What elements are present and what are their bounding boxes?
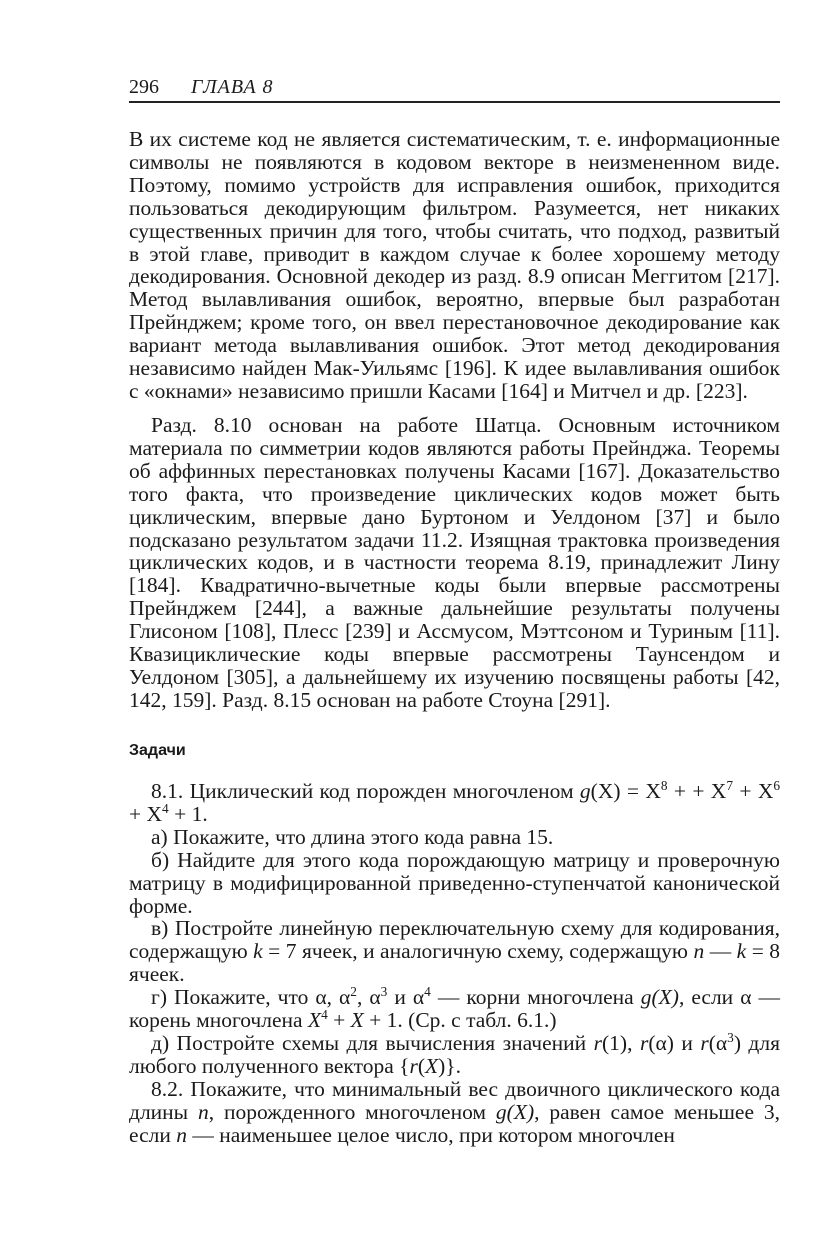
text: = 7 ячеек, и аналогичную схему, содержащую bbox=[262, 939, 688, 964]
math: + bbox=[667, 779, 686, 803]
math: (X) = X bbox=[590, 779, 661, 803]
math-gx: g(X) bbox=[495, 1099, 535, 1124]
problem-8-1-d bbox=[129, 1029, 780, 1078]
math: + X bbox=[692, 779, 727, 803]
paragraph-1: В их системе код не является систематическим, т. е. информационные символы не появляются в кодовом векторе в неизмененном виде. Поэтому, помимо устройств для исправления ошибок, приходится пользоваться декодирующим фильтром. Разумеется, нет никаких существенных причин для того, чтобы считать, что подход, развитый в этой главе, приводит в каждом случае к более хорошему методу декодирования. Основной декодер из разд. 8.9 описан Меггитом [217]. Метод вылавливания ошибок, вероятно, впервые был разработан Прейнджем; кроме того, он ввел перестановочное декодирование как вариант метода вылавливания ошибок. Этот метод декодирования независимо найден Мак-Уильямс [196]. К идее вылавливания ошибок с «окнами» независимо пришли Касами [164] и Митчел и др. [223]. bbox=[129, 127, 780, 403]
text: , равен самое меньшее 3, если bbox=[129, 1099, 780, 1147]
math-exponent: 4 bbox=[424, 984, 431, 1000]
math-exponent: 2 bbox=[350, 984, 357, 1000]
problem-8-1-a: а) Покажите, что длина этого кода равна 15. bbox=[151, 824, 554, 849]
math-exponent: 3 bbox=[380, 984, 388, 1000]
text: д) Постройте схемы для вычисления значений bbox=[151, 1030, 594, 1055]
problem-8-1-g bbox=[129, 986, 780, 1032]
math-n: n bbox=[693, 939, 705, 964]
text: , порожденного многочленом bbox=[208, 1099, 496, 1124]
text: (α) и bbox=[648, 1030, 701, 1055]
text: и α bbox=[387, 985, 425, 1010]
text: Покажите, что минимальный вес двоичного циклического кода длины bbox=[129, 1076, 780, 1124]
problem-text: Циклический код порожден многочленом bbox=[189, 779, 574, 803]
math-g: g bbox=[579, 779, 591, 803]
text: в) Постройте линейную переключательную схему для кодирования, содержащую bbox=[129, 916, 780, 964]
math-exponent: 3 bbox=[727, 1029, 734, 1045]
paragraph-2: Разд. 8.10 основан на работе Шатца. Основным источником материала по симметрии кодов являются работы Прейнджа. Теоремы об аффинных перестановках получены Касами [167]. Доказательство того факта, что произведение циклических кодов может быть циклическим, впервые дано Буртоном и Уелдоном [37] и было подсказано результатом задачи 11.2. Изящная трактовка произведения циклических кодов, и в частности теорема 8.19, принадлежит Лину [184]. Квадратично-вычетные коды были впервые рассмотрены Прейнджем [244], а важные дальнейшие результаты получены Глисоном [108], Плесс [239] и Ассмусом, Мэттсоном и Туриным [11]. Квазициклические коды впервые рассмотрены Таунсендом и Уелдоном [305], а дальнейшему их изучению посвящены работы [42, 142, 159]. Разд. 8.15 основан на работе Стоуна [291]. bbox=[129, 413, 780, 712]
math-k: k bbox=[736, 939, 747, 964]
section-title: Задачи bbox=[129, 742, 186, 759]
math-exponent: 4 bbox=[321, 1007, 328, 1023]
text: )}. bbox=[438, 1053, 461, 1078]
text: + 1. (Ср. с табл. 6.1.) bbox=[363, 1008, 557, 1033]
math-r: r bbox=[409, 1053, 418, 1078]
problem-8-1 bbox=[129, 780, 780, 826]
problem-8-2 bbox=[129, 1078, 780, 1147]
chapter-title: ГЛАВА 8 bbox=[191, 76, 274, 98]
math-exponent: 4 bbox=[162, 800, 169, 816]
text: ( bbox=[417, 1053, 425, 1078]
text: , α bbox=[356, 985, 381, 1010]
header-rule bbox=[129, 101, 780, 103]
text: , если α — корень многочлена bbox=[129, 985, 781, 1033]
math-exponent: 7 bbox=[726, 778, 734, 794]
text: — корни многочлена bbox=[430, 985, 641, 1010]
problem-8-1-v bbox=[129, 917, 780, 986]
running-header bbox=[129, 72, 780, 102]
math-n: n bbox=[197, 1099, 209, 1124]
text: + bbox=[327, 1008, 351, 1033]
math-r: r bbox=[700, 1030, 709, 1055]
problem-8-1-b: б) Найдите для этого кода порождающую матрицу и проверочную матрицу в модифицированной приведенно-ступенчатой канонической форме. bbox=[129, 847, 780, 918]
math-exponent: 6 bbox=[773, 778, 781, 794]
math: + 1. bbox=[168, 801, 208, 826]
math: + X bbox=[733, 779, 774, 803]
math-k: k bbox=[253, 939, 263, 964]
text: (1), bbox=[602, 1030, 640, 1055]
math-x: X bbox=[425, 1053, 439, 1078]
math-x: X bbox=[350, 1008, 364, 1033]
math-r: r bbox=[639, 1030, 649, 1055]
paragraph-2-block bbox=[129, 414, 780, 712]
text: ) для любого полученного вектора { bbox=[129, 1030, 780, 1078]
problem-number: 8.1. bbox=[151, 779, 184, 803]
math-r: r bbox=[593, 1030, 603, 1055]
math-x: X bbox=[307, 1008, 322, 1033]
math-n: n bbox=[176, 1122, 187, 1147]
text: — bbox=[704, 939, 737, 964]
text: = 8 ячеек. bbox=[129, 939, 781, 987]
problems-block bbox=[129, 780, 780, 1147]
math-gx: g(X) bbox=[640, 985, 679, 1010]
text: (α bbox=[708, 1030, 728, 1055]
math: + X bbox=[129, 801, 163, 826]
text: — наименьшее целое число, при котором многочлен bbox=[186, 1122, 675, 1147]
page-number: 296 bbox=[129, 76, 159, 98]
math-exponent: 8 bbox=[660, 778, 668, 794]
text: г) Покажите, что α, α bbox=[151, 985, 351, 1010]
problem-number: 8.2. bbox=[151, 1076, 184, 1101]
paragraph-1-block bbox=[129, 128, 780, 403]
